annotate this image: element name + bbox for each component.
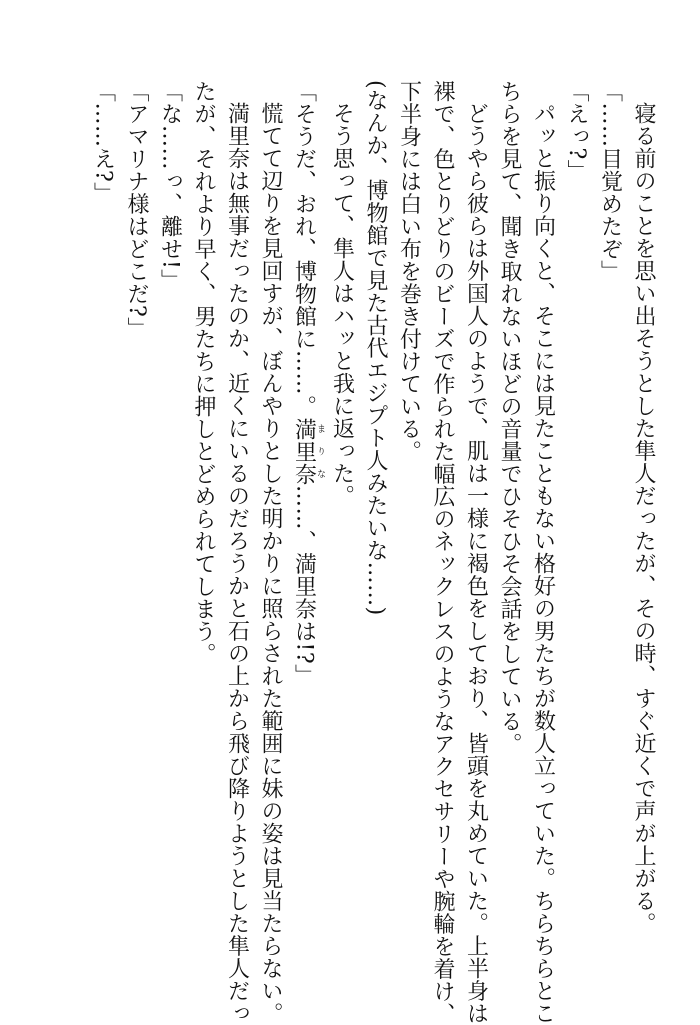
paragraph-line: 裸で、色とりどりのビーズで作られた幅広のネックレスのようなアクセサリーや腕輪を着け、 [430, 80, 455, 1025]
ruby-reading: まりな [315, 417, 325, 485]
vertical-text-body [86, 80, 660, 1025]
paragraph-line: 下半身には白い布を巻き付けている。 [396, 80, 422, 463]
dialogue-line: 「な……っ、離せ!」 [157, 80, 183, 292]
dialogue-line-with-ruby [287, 80, 325, 980]
dialogue-line: 「……目覚めたぞ」 [597, 80, 623, 283]
dialogue-part-after: ……、満里奈は!?」 [291, 485, 317, 687]
paragraph-line: たが、それより早く、男たちに押しとどめられてしまう。 [191, 80, 216, 665]
paragraph-line: 寝る前のことを思い出そうとした隼人だったが、その時、すぐ近くで声が上がる。 [631, 102, 656, 935]
paragraph-line: パッと振り向くと、そこには見たこともない格好の男たちが数人立っていた。ちらちらとこ [530, 102, 556, 1025]
dialogue-part: 「そうだ、おれ、博物館に……。 [291, 80, 317, 418]
ruby-name [291, 417, 325, 486]
paragraph-line: ちらを見て、聞き取れないほどの音量でひそひそ会話をしている。 [497, 80, 522, 755]
paragraph-line: 慌てて辺りを見回すが、ぼんやりとした明かりに照らされた範囲に妹の姿は見当たらない。 [258, 102, 283, 1025]
dialogue-line: 「アマリナ様はどこだ?」 [124, 80, 149, 340]
ruby-base: 満里奈 [291, 417, 317, 485]
paragraph-line: そう思って、隼人はハッと我に返った。 [329, 102, 355, 507]
paragraph-line: 満里奈は無事だったのか、近くにいるのだろうかと石の上から飛び降りようとした隼人だっ [224, 102, 250, 1025]
dialogue-line: 「……え?」 [90, 80, 116, 205]
thought-line: (なんか、博物館で見た古代エジプト人みたいな……) [363, 80, 388, 616]
paragraph-line: どうやら彼らは外国人のようで、肌は一様に褐色をしており、皆頭を丸めていた。上半身は [463, 102, 489, 1025]
dialogue-line: 「えっ?」 [564, 80, 589, 183]
